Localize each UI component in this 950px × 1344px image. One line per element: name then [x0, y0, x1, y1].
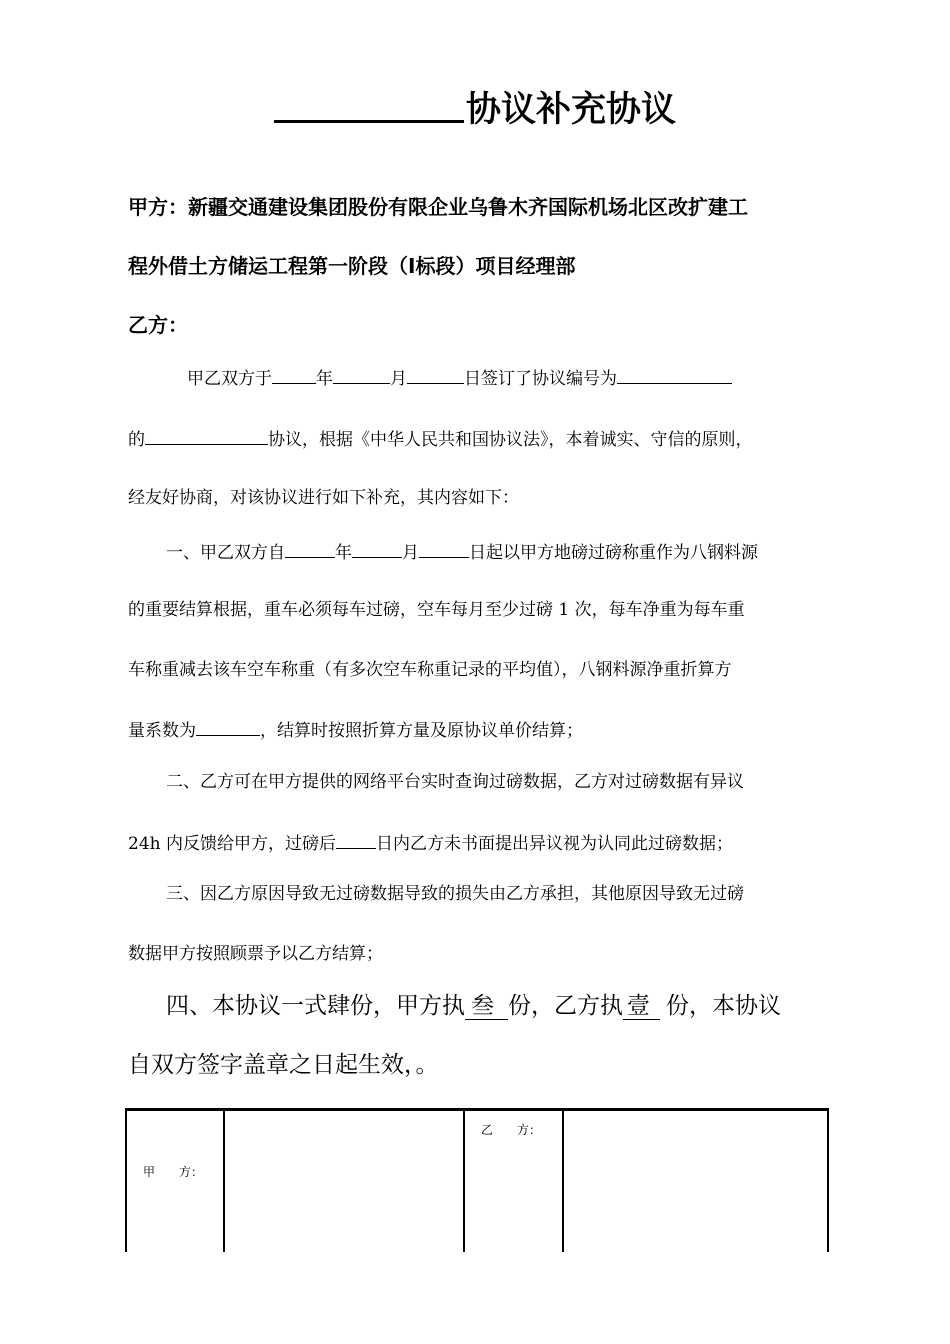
party-b-label: 乙方：: [128, 313, 188, 337]
clause1-line3: 车称重减去该车空车称重（有多次空车称重记录的平均值），八钢料源净重折算方: [128, 660, 732, 680]
party-a-sign-label: 甲 方：: [143, 1165, 204, 1179]
party-b-label-cell: [464, 1110, 563, 1253]
title-blank: [274, 84, 464, 123]
clause4-line2: 自双方签字盖章之日起生效，。: [128, 1052, 439, 1078]
clause1-line2: 的重要结算根据，重车必须每车过磅，空车每月至少过磅 1 次，每车净重为每车重: [128, 600, 745, 620]
party-a-copies: 叁: [465, 993, 508, 1020]
clause2-line2: 24h 内反馈给甲方，过磅后 日内乙方未书面提出异议视为认同此过磅数据；: [128, 829, 733, 857]
party-a-line2: 程外借土方储运工程第一阶段（Ⅰ标段）项目经理部: [128, 254, 576, 278]
intro-line1: 甲乙双方于 年 月 日签订了协议编号为: [187, 364, 732, 392]
intro-line3: 经友好协商，对该协议进行如下补充，其内容如下：: [128, 488, 519, 508]
intro-line2: 的 协议，根据《中华人民共和国协议法》，本着诚实、守信的原则，: [128, 425, 753, 453]
party-a-line1: 甲方：新疆交通建设集团股份有限企业乌鲁木齐国际机场北区改扩建工: [128, 195, 748, 219]
party-b-copies: 壹: [623, 993, 660, 1020]
party-a-sign-area: [224, 1110, 464, 1253]
party-a-label-cell: [126, 1110, 224, 1253]
party-b-sign-label: 乙 方：: [481, 1123, 542, 1137]
document-title: [0, 84, 950, 136]
party-b-sign-area: [563, 1110, 828, 1253]
clause3-line1: 三、因乙方原因导致无过磅数据导致的损失由乙方承担，其他原因导致无过磅: [166, 884, 744, 904]
title-text: 协议补充协议: [465, 90, 676, 130]
clause3-line2: 数据甲方按照顾票予以乙方结算；: [128, 944, 383, 964]
clause1-line1: 一、甲乙双方自 年 月 日起以甲方地磅过磅称重作为八钢料源: [166, 538, 758, 566]
clause2-line1: 二、乙方可在甲方提供的网络平台实时查询过磅数据，乙方对过磅数据有异议: [166, 772, 744, 792]
clause1-line4: 量系数为 ，结算时按照折算方量及原协议单价结算；: [128, 716, 583, 744]
clause4-line1: 四、本协议一式肆份，甲方执 叁 份，乙方执 壹 份，本协议: [166, 993, 781, 1019]
signature-table: [125, 1108, 829, 1252]
